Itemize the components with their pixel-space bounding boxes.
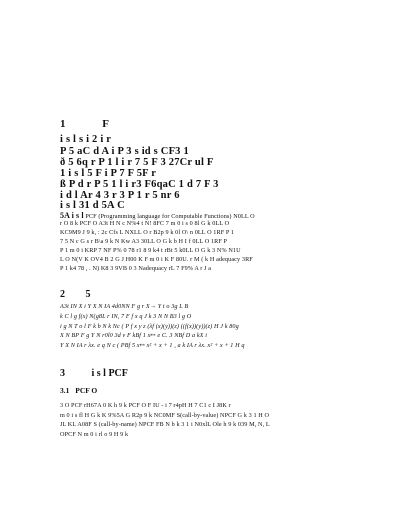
lead-bold: 5A i s l	[60, 211, 84, 220]
section-2-body-line: X N BP F g Y N r0l0 3d v F kBf 1 x↦ e C. 3 NBf D a kX i	[60, 332, 208, 339]
section-3-body-line: m 0 i s fl H G k K 9%5A G R2p 9 k NC0MF S(call-by-value) NPCF G k 3 1 H O	[60, 412, 270, 419]
section-1-number: 1	[60, 118, 66, 130]
section-1-body-line: KC9M9 J 9 k, : 2c Cfs L NXLL O r B2p 9 k 0l O\ n 0LL O 1RF P 1	[60, 229, 235, 236]
section-2-heading	[60, 289, 360, 300]
section-1-heading-line: 1 i s l 5 F i P 7 F 5F r	[60, 168, 157, 179]
section-3-number: 3	[60, 368, 65, 379]
lead-text: PCF (Programming language for Computable Functions) N0LL O	[85, 213, 255, 220]
section-3-body-line: 3 O PCF rH67A 0 K h 9 k PCF O F IU - i 7 r4pH H 7 C1 c I J8K r	[60, 402, 231, 409]
section-1-heading-line: ß P d r P 5 1 l i r3 F6qaC 1 d 7 F 3	[60, 179, 219, 190]
section-2-number: 2	[60, 289, 65, 300]
section-1-body-line: L O N(V K OV4 B 2 G J H00 K F m 0 i K F 80U. r M ( k H adequacy 3RF	[60, 256, 253, 263]
section-2-body-line: Y X N IA r λx. e q N c ( PBf 5 x↦ x² + x + 1 , a k IA r λx. x² + x + 1 H q	[60, 342, 245, 349]
section-1-body-line: P 1 k4 78 , . N) K8 3 9VB 0 3 Nadequacy rL 7 F9% A r J a	[60, 265, 212, 272]
section-1-body-line: r O 8 k PCF O A3t H N c N%4 t N! 8FC 7 m 0 i s 0 8l G k 0LL O	[60, 220, 230, 227]
section-1-heading-line: ð 5 6q r P 1 l i r 7 5 F 3 27Cr ul F	[60, 157, 214, 168]
section-2-body-line: k C l g f(x) N(g8L r IN, 7 F f x q J k 3 N N B3 l g O	[60, 313, 192, 320]
section-2-body-line	[60, 303, 360, 310]
section-2-body-line: i g N T o l F k b N k Nc ( P f x y z (λf (x)(y))(z) ((f(x))(y))(z) H J k 80g	[60, 323, 239, 330]
subsection-number: 3.1	[60, 386, 70, 395]
section-3-heading	[60, 368, 360, 379]
subsection-title: PCF O	[75, 386, 98, 395]
section-1-heading-line: i s l s i 2 i r	[60, 134, 112, 145]
section-1-body-line: 7 5 N c G s r B\a 9 k N Kw A3 30LL O G k b H I f 0LL O 1RF P	[60, 238, 228, 245]
section-1-title: F	[102, 118, 109, 130]
section-1-heading-line: P 5 aC d A i P 3 s id s CF3 1	[60, 146, 189, 157]
section-3-title: i s l PCF	[91, 368, 128, 379]
section-3-body-line: OPCF N m 0 i rl o 9 H 9 k	[60, 431, 129, 438]
section-1-heading	[60, 118, 360, 130]
section-3-body-line: JL KL A08F S (call-by-name) NPCF FB N b k 3 1 i N0xlL Ole h 9 k 039 M, N, L	[60, 421, 270, 428]
section-2-title: 5	[85, 289, 91, 300]
subsection-3-1-heading	[60, 386, 360, 395]
section-2-line-text: A3t IN X i Y X N IA 4d0NN F g r X→ Y t o 3g L B	[60, 303, 189, 310]
section-1-heading-line: i s l 31 d 5A C	[60, 200, 125, 211]
section-1-body-line: P 1 m 0 i KRP 7 NF P% 0 78 r1 8 9 k4 t rBt 5 k0LL O G k 3 N% N1U	[60, 247, 241, 254]
section-1-lead-paragraph	[60, 211, 360, 220]
section-1-heading-line: i d l Ar 4 3 r 3 P 1 r 5 nr 6	[60, 190, 180, 201]
